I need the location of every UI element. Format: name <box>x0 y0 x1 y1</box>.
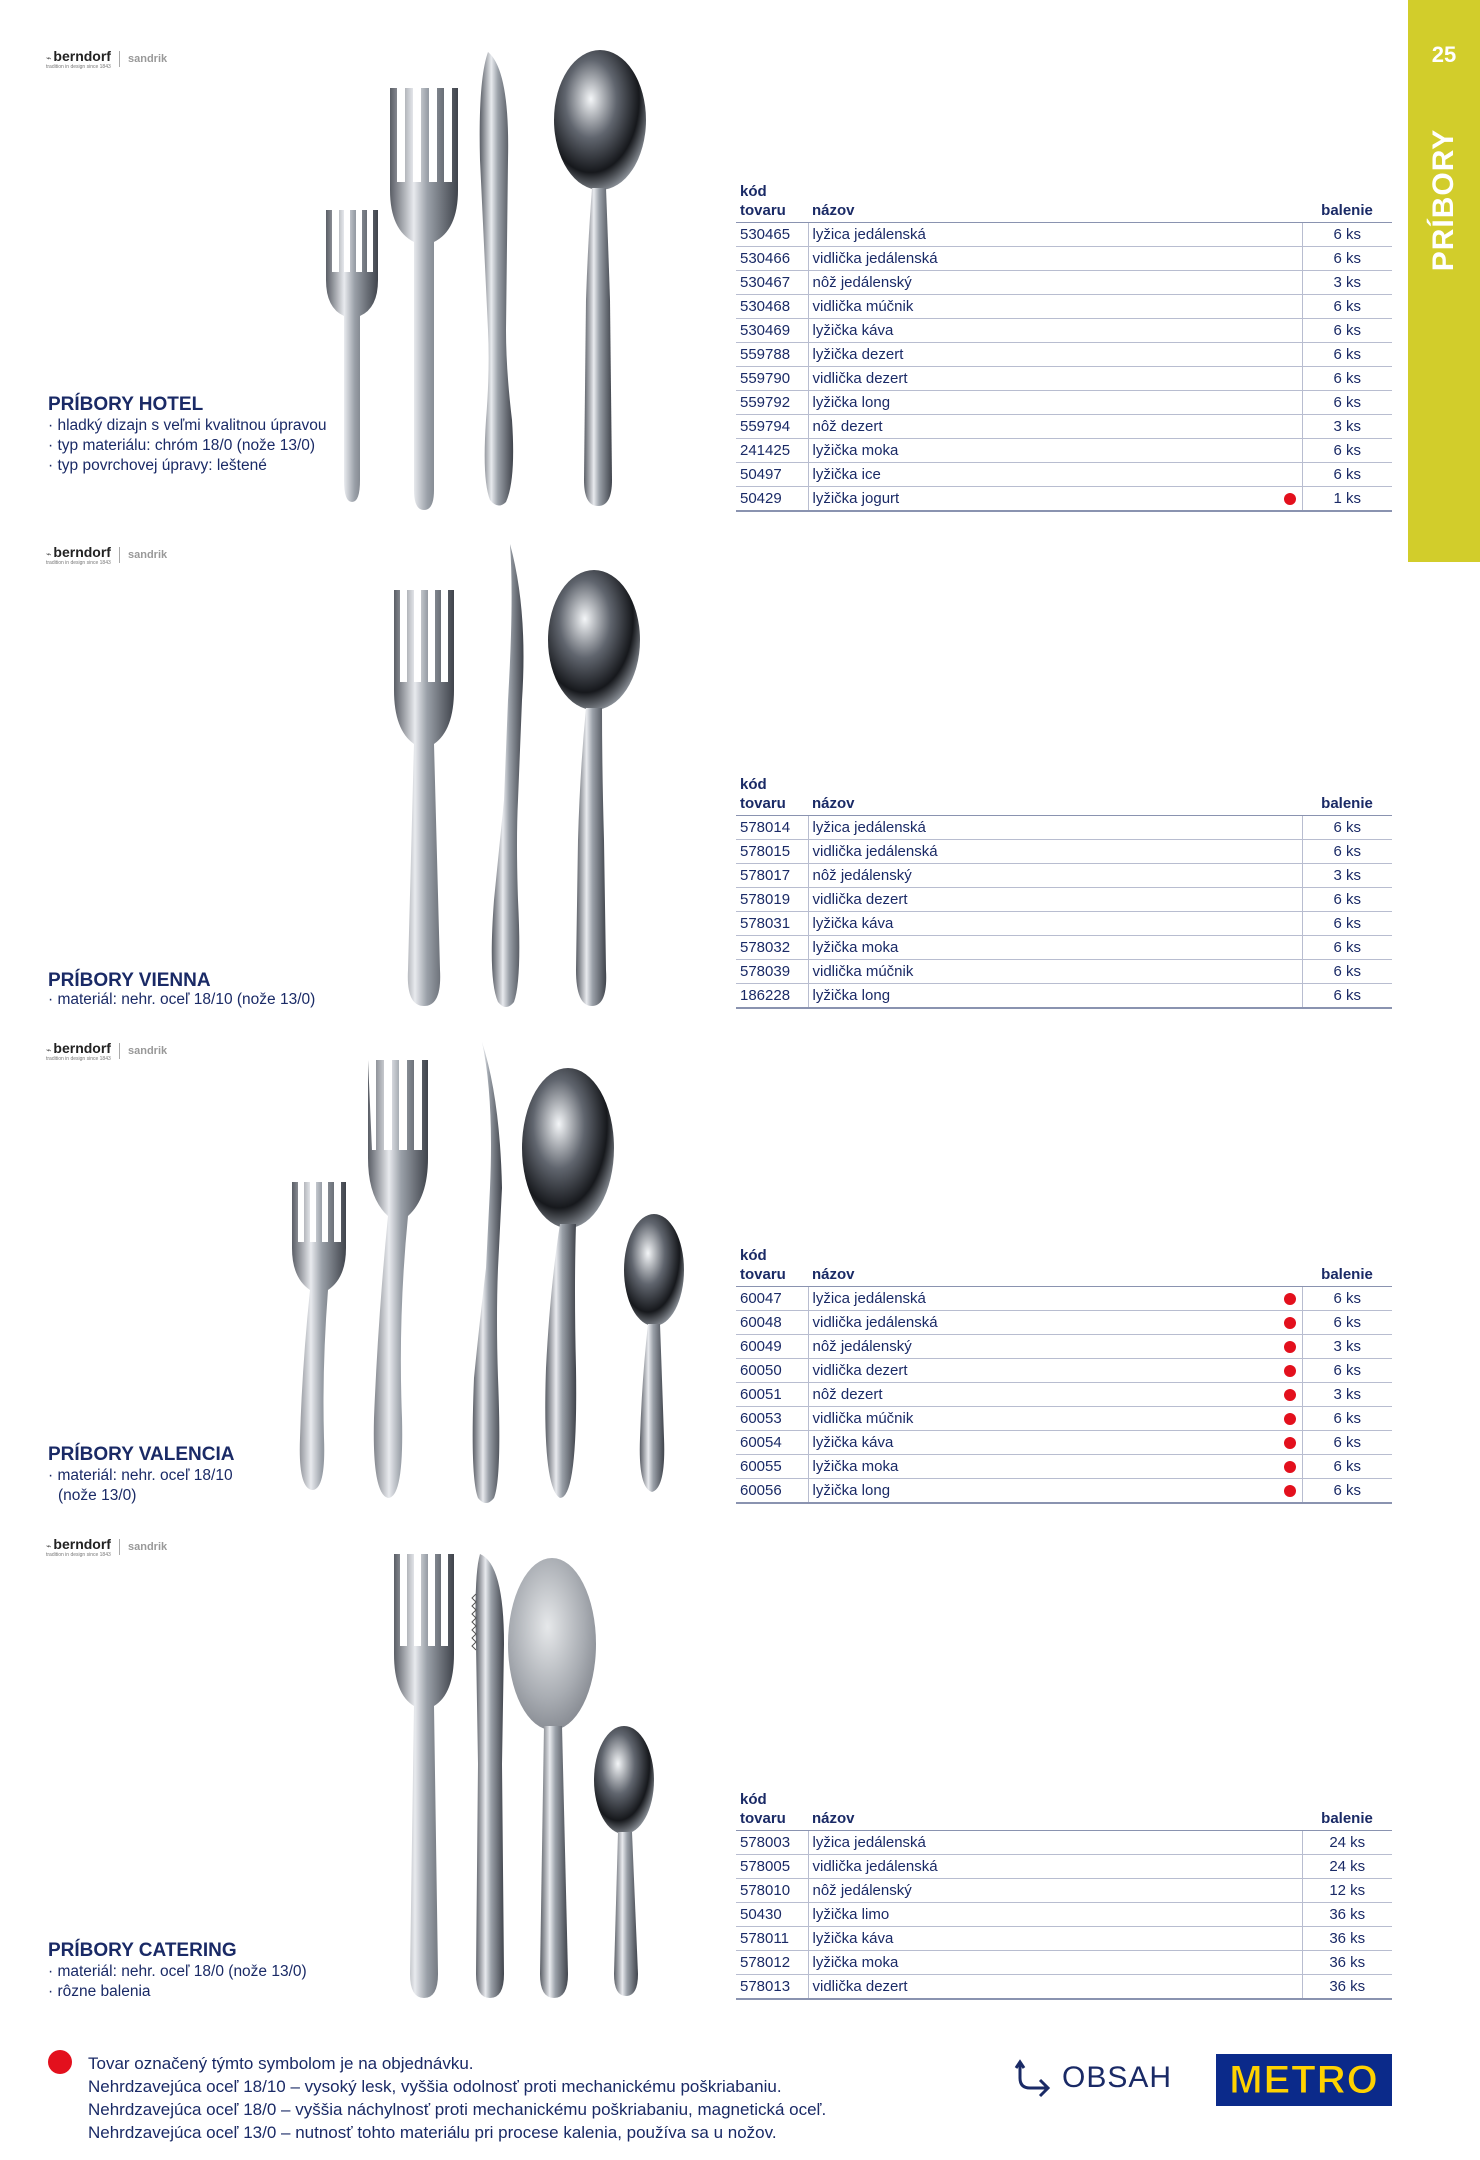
product-pack: 6 ks <box>1302 888 1392 912</box>
table-row <box>736 367 1392 391</box>
product-pack: 36 ks <box>1302 1903 1392 1927</box>
product-code: 60051 <box>736 1383 808 1407</box>
order-marker-cell <box>1278 1287 1302 1311</box>
product-code: 578005 <box>736 1855 808 1879</box>
product-name: lyžica jedálenská <box>808 1287 1278 1311</box>
table-row <box>736 1335 1392 1359</box>
header-name: názov <box>808 775 1302 816</box>
product-name: vidlička múčnik <box>808 1407 1278 1431</box>
table-row <box>736 319 1392 343</box>
header-code: kód tovaru <box>736 1246 808 1287</box>
table-row <box>736 840 1392 864</box>
table-fork-icon <box>390 88 458 510</box>
product-code: 530465 <box>736 223 808 247</box>
order-marker-cell <box>1278 463 1302 487</box>
product-table-valencia <box>736 1246 1392 1504</box>
table-knife-icon <box>492 544 524 1007</box>
product-pack: 6 ks <box>1302 391 1392 415</box>
order-marker-cell <box>1278 1855 1302 1879</box>
order-marker-cell <box>1278 295 1302 319</box>
order-marker-cell <box>1278 1407 1302 1431</box>
order-marker-cell <box>1278 1383 1302 1407</box>
berndorf-logo: ⌁ berndorf tradition in design since 1843 sandrik <box>46 1536 168 1558</box>
product-name: lyžica jedálenská <box>808 816 1278 840</box>
table-row <box>736 1879 1392 1903</box>
header-pack: balenie <box>1302 1246 1392 1287</box>
product-code: 60050 <box>736 1359 808 1383</box>
product-pack: 6 ks <box>1302 319 1392 343</box>
order-symbol-icon <box>48 2050 72 2074</box>
product-pack: 6 ks <box>1302 936 1392 960</box>
order-marker-cell <box>1278 391 1302 415</box>
cutlery-illustration-vienna <box>380 540 650 1010</box>
table-spoon-icon <box>508 1558 596 1998</box>
table-row <box>736 1383 1392 1407</box>
table-row <box>736 960 1392 984</box>
bullet: · typ materiálu: chróm 18/0 (nože 13/0) <box>48 436 327 456</box>
order-marker-cell <box>1278 888 1302 912</box>
bullet: · materiál: nehr. oceľ 18/0 (nože 13/0) <box>48 1962 307 1982</box>
order-marker-cell <box>1278 912 1302 936</box>
product-name: nôž jedálenský <box>808 1335 1278 1359</box>
product-code: 60054 <box>736 1431 808 1455</box>
product-pack: 3 ks <box>1302 864 1392 888</box>
table-row <box>736 936 1392 960</box>
product-name: vidlička jedálenská <box>808 840 1278 864</box>
product-code: 578014 <box>736 816 808 840</box>
product-code: 60049 <box>736 1335 808 1359</box>
table-row <box>736 439 1392 463</box>
table-spoon-icon <box>554 50 646 506</box>
table-row <box>736 888 1392 912</box>
product-code: 578012 <box>736 1951 808 1975</box>
product-code: 60048 <box>736 1311 808 1335</box>
product-pack: 36 ks <box>1302 1951 1392 1975</box>
product-pack: 6 ks <box>1302 295 1392 319</box>
product-code: 559790 <box>736 367 808 391</box>
product-title: PRÍBORY VALENCIA <box>48 1444 235 1465</box>
order-marker-cell <box>1278 1455 1302 1479</box>
product-name: lyžička káva <box>808 1927 1278 1951</box>
on-order-dot-icon <box>1284 1413 1296 1425</box>
product-pack: 3 ks <box>1302 271 1392 295</box>
product-name: vidlička jedálenská <box>808 1855 1278 1879</box>
table-row <box>736 295 1392 319</box>
product-pack: 6 ks <box>1302 1431 1392 1455</box>
product-pack: 6 ks <box>1302 1407 1392 1431</box>
header-name: názov <box>808 182 1302 223</box>
product-pack: 6 ks <box>1302 840 1392 864</box>
header-code: kód tovaru <box>736 775 808 816</box>
product-pack: 3 ks <box>1302 1335 1392 1359</box>
product-name: lyžička long <box>808 391 1278 415</box>
product-bullets <box>48 1466 258 1506</box>
product-table-hotel <box>736 182 1392 512</box>
table-row <box>736 247 1392 271</box>
product-name: lyžička moka <box>808 936 1278 960</box>
table-row <box>736 1431 1392 1455</box>
product-pack: 24 ks <box>1302 1831 1392 1855</box>
order-marker-cell <box>1278 1903 1302 1927</box>
product-name: nôž dezert <box>808 1383 1278 1407</box>
product-table-catering <box>736 1790 1392 2000</box>
product-pack: 3 ks <box>1302 415 1392 439</box>
order-marker-cell <box>1278 1431 1302 1455</box>
product-title: PRÍBORY CATERING <box>48 1940 237 1961</box>
berndorf-logo: ⌁ berndorf tradition in design since 1843 sandrik <box>46 48 168 70</box>
order-marker-cell <box>1278 984 1302 1008</box>
cutlery-illustration-catering <box>380 1534 670 2004</box>
toc-label: OBSAH <box>1062 2061 1173 2094</box>
product-code: 50430 <box>736 1903 808 1927</box>
table-row <box>736 1855 1392 1879</box>
order-marker-cell <box>1278 1311 1302 1335</box>
on-order-dot-icon <box>1284 1341 1296 1353</box>
order-marker-cell <box>1278 864 1302 888</box>
table-row <box>736 415 1392 439</box>
table-row <box>736 463 1392 487</box>
product-name: nôž jedálenský <box>808 1879 1278 1903</box>
return-arrow-icon <box>1014 2058 1054 2098</box>
header-pack: balenie <box>1302 1790 1392 1831</box>
table-row <box>736 1455 1392 1479</box>
product-name: lyžička káva <box>808 912 1278 936</box>
order-marker-cell <box>1278 1879 1302 1903</box>
order-marker-cell <box>1278 487 1302 511</box>
order-marker-cell <box>1278 271 1302 295</box>
product-code: 530469 <box>736 319 808 343</box>
table-spoon-icon <box>548 570 640 1006</box>
product-pack: 1 ks <box>1302 487 1392 511</box>
order-marker-cell <box>1278 1831 1302 1855</box>
product-code: 578032 <box>736 936 808 960</box>
page-number: 25 <box>1431 42 1457 67</box>
table-row <box>736 1927 1392 1951</box>
product-code: 578015 <box>736 840 808 864</box>
order-marker-cell <box>1278 223 1302 247</box>
product-pack: 12 ks <box>1302 1879 1392 1903</box>
on-order-dot-icon <box>1284 1389 1296 1401</box>
on-order-dot-icon <box>1284 1485 1296 1497</box>
table-fork-icon <box>368 1060 428 1498</box>
dessert-fork-icon <box>326 210 378 502</box>
chapter-tab <box>1408 0 1480 562</box>
order-marker-cell <box>1278 1479 1302 1503</box>
product-code: 60055 <box>736 1455 808 1479</box>
product-pack: 6 ks <box>1302 439 1392 463</box>
product-code: 559788 <box>736 343 808 367</box>
product-bullets <box>48 990 315 1010</box>
bullet: · rôzne balenia <box>48 1982 307 2002</box>
product-name: vidlička dezert <box>808 1359 1278 1383</box>
product-name: lyžica jedálenská <box>808 223 1278 247</box>
order-marker-cell <box>1278 816 1302 840</box>
order-marker-cell <box>1278 960 1302 984</box>
product-code: 559794 <box>736 415 808 439</box>
product-pack: 6 ks <box>1302 984 1392 1008</box>
table-row <box>736 912 1392 936</box>
product-pack: 6 ks <box>1302 223 1392 247</box>
order-marker-cell <box>1278 439 1302 463</box>
footer-notes <box>88 2052 826 2144</box>
header-pack: balenie <box>1302 775 1392 816</box>
header-name: názov <box>808 1246 1302 1287</box>
product-pack: 3 ks <box>1302 1383 1392 1407</box>
order-marker-cell <box>1278 840 1302 864</box>
product-pack: 6 ks <box>1302 1479 1392 1503</box>
product-code: 530468 <box>736 295 808 319</box>
product-pack: 6 ks <box>1302 367 1392 391</box>
product-name: lyžička moka <box>808 1455 1278 1479</box>
product-code: 50497 <box>736 463 808 487</box>
table-row <box>736 223 1392 247</box>
product-code: 578017 <box>736 864 808 888</box>
order-marker-cell <box>1278 319 1302 343</box>
toc-link[interactable] <box>1014 2058 1172 2098</box>
bullet: · hladký dizajn s veľmi kvalitnou úpravou <box>48 416 327 436</box>
product-name: nôž jedálenský <box>808 271 1278 295</box>
berndorf-logo: ⌁ berndorf tradition in design since 1843 sandrik <box>46 544 168 566</box>
bullet: · materiál: nehr. oceľ 18/10 (nože 13/0) <box>48 1466 258 1506</box>
table-knife-icon <box>480 52 513 506</box>
product-pack: 24 ks <box>1302 1855 1392 1879</box>
on-order-dot-icon <box>1284 493 1296 505</box>
table-row <box>736 1951 1392 1975</box>
order-marker-cell <box>1278 936 1302 960</box>
product-name: lyžička ice <box>808 463 1278 487</box>
dessert-fork-icon <box>292 1182 346 1490</box>
product-name: vidlička múčnik <box>808 960 1278 984</box>
product-pack: 36 ks <box>1302 1975 1392 1999</box>
cutlery-illustration-hotel <box>310 40 680 520</box>
product-code: 578011 <box>736 1927 808 1951</box>
table-fork-icon <box>394 1554 454 1998</box>
table-row <box>736 343 1392 367</box>
product-name: nôž jedálenský <box>808 864 1278 888</box>
product-name: lyžička limo <box>808 1903 1278 1927</box>
product-code: 578019 <box>736 888 808 912</box>
table-row <box>736 1407 1392 1431</box>
product-pack: 6 ks <box>1302 960 1392 984</box>
product-pack: 6 ks <box>1302 1311 1392 1335</box>
on-order-dot-icon <box>1284 1461 1296 1473</box>
on-order-dot-icon <box>1284 1317 1296 1329</box>
table-row <box>736 487 1392 511</box>
product-table-vienna <box>736 775 1392 1009</box>
product-pack: 6 ks <box>1302 343 1392 367</box>
product-name: vidlička múčnik <box>808 295 1278 319</box>
header-name: názov <box>808 1790 1302 1831</box>
product-name: lyžička jogurt <box>808 487 1278 511</box>
product-name: vidlička dezert <box>808 1975 1278 1999</box>
table-row <box>736 816 1392 840</box>
table-row <box>736 1287 1392 1311</box>
product-name: lyžička long <box>808 1479 1278 1503</box>
product-bullets <box>48 1962 307 2002</box>
product-name: vidlička dezert <box>808 367 1278 391</box>
footer-note: Nehrdzavejúca oceľ 13/0 – nutnosť tohto materiálu pri procese kalenia, používa sa u nožov. <box>88 2123 777 2142</box>
product-name: lyžička long <box>808 984 1278 1008</box>
product-name: lyžička káva <box>808 319 1278 343</box>
table-row <box>736 984 1392 1008</box>
product-code: 559792 <box>736 391 808 415</box>
order-marker-cell <box>1278 247 1302 271</box>
product-code: 578003 <box>736 1831 808 1855</box>
product-pack: 6 ks <box>1302 1287 1392 1311</box>
table-row <box>736 1903 1392 1927</box>
order-marker-cell <box>1278 1359 1302 1383</box>
table-row <box>736 1479 1392 1503</box>
table-row <box>736 1975 1392 1999</box>
order-marker-cell <box>1278 1975 1302 1999</box>
footer-note: Nehrdzavejúca oceľ 18/0 – vyššia náchylnosť proti mechanickému poškriabaniu, magnetická oceľ. <box>88 2100 827 2119</box>
table-row <box>736 1359 1392 1383</box>
product-code: 530467 <box>736 271 808 295</box>
order-marker-cell <box>1278 343 1302 367</box>
product-name: lyžička moka <box>808 1951 1278 1975</box>
product-code: 186228 <box>736 984 808 1008</box>
product-code: 60053 <box>736 1407 808 1431</box>
table-knife-icon <box>473 1042 502 1503</box>
order-marker-cell <box>1278 1335 1302 1359</box>
serrated-knife-icon <box>472 1554 504 1998</box>
order-marker-cell <box>1278 1951 1302 1975</box>
metro-logo-text: METRO <box>1229 2057 1379 2102</box>
product-code: 578010 <box>736 1879 808 1903</box>
footer-note: Tovar označený týmto symbolom je na objednávku. <box>88 2054 474 2073</box>
on-order-dot-icon <box>1284 1293 1296 1305</box>
product-name: vidlička jedálenská <box>808 247 1278 271</box>
table-spoon-icon <box>522 1068 614 1498</box>
chapter-label: PRÍBORY <box>1427 128 1460 272</box>
product-code: 530466 <box>736 247 808 271</box>
product-name: lyžička dezert <box>808 343 1278 367</box>
product-title: PRÍBORY VIENNA <box>48 970 211 991</box>
product-name: lyžička moka <box>808 439 1278 463</box>
header-code: kód tovaru <box>736 182 808 223</box>
product-pack: 6 ks <box>1302 816 1392 840</box>
product-code: 60047 <box>736 1287 808 1311</box>
product-pack: 6 ks <box>1302 912 1392 936</box>
berndorf-logo: ⌁ berndorf tradition in design since 1843 sandrik <box>46 1040 168 1062</box>
product-pack: 6 ks <box>1302 247 1392 271</box>
on-order-dot-icon <box>1284 1437 1296 1449</box>
coffee-spoon-icon <box>594 1726 654 1996</box>
table-row <box>736 864 1392 888</box>
header-code: kód tovaru <box>736 1790 808 1831</box>
order-marker-cell <box>1278 1927 1302 1951</box>
footer-note: Nehrdzavejúca oceľ 18/10 – vysoký lesk, vyššia odolnosť proti mechanickému poškriabaniu. <box>88 2077 782 2096</box>
on-order-dot-icon <box>1284 1365 1296 1377</box>
product-code: 241425 <box>736 439 808 463</box>
product-name: vidlička dezert <box>808 888 1278 912</box>
product-pack: 6 ks <box>1302 463 1392 487</box>
product-code: 578031 <box>736 912 808 936</box>
table-fork-icon <box>394 590 454 1006</box>
product-code: 578039 <box>736 960 808 984</box>
order-marker-cell <box>1278 415 1302 439</box>
table-row <box>736 1831 1392 1855</box>
product-name: nôž dezert <box>808 415 1278 439</box>
product-bullets <box>48 416 327 476</box>
product-name: vidlička jedálenská <box>808 1311 1278 1335</box>
header-pack: balenie <box>1302 182 1392 223</box>
product-code: 578013 <box>736 1975 808 1999</box>
table-row <box>736 391 1392 415</box>
cutlery-illustration-valencia <box>284 1038 694 1508</box>
product-pack: 6 ks <box>1302 1359 1392 1383</box>
table-row <box>736 1311 1392 1335</box>
product-pack: 6 ks <box>1302 1455 1392 1479</box>
coffee-spoon-icon <box>624 1214 684 1492</box>
product-code: 50429 <box>736 487 808 511</box>
product-code: 60056 <box>736 1479 808 1503</box>
table-row <box>736 271 1392 295</box>
order-marker-cell <box>1278 367 1302 391</box>
metro-logo <box>1216 2054 1392 2106</box>
bullet: · typ povrchovej úpravy: leštené <box>48 456 327 476</box>
bullet: · materiál: nehr. oceľ 18/10 (nože 13/0) <box>48 990 315 1010</box>
product-name: lyžica jedálenská <box>808 1831 1278 1855</box>
product-pack: 36 ks <box>1302 1927 1392 1951</box>
product-name: lyžička káva <box>808 1431 1278 1455</box>
product-title: PRÍBORY HOTEL <box>48 394 204 415</box>
